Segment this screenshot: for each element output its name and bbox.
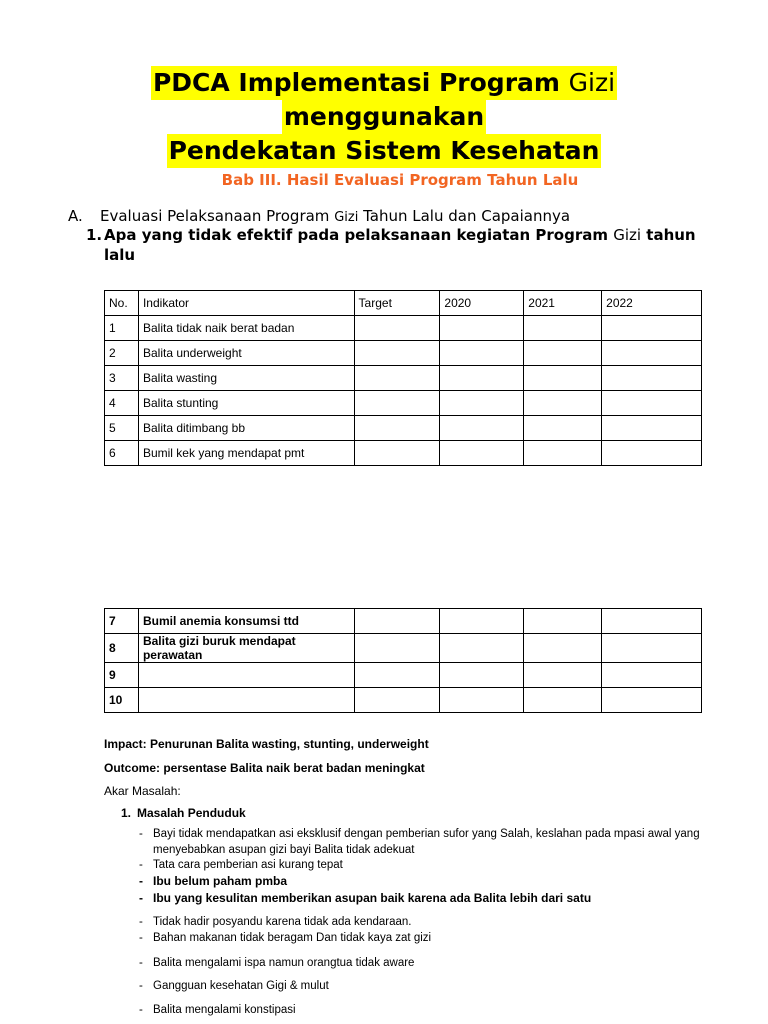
table-cell: Balita gizi buruk mendapat perawatan (138, 634, 354, 663)
table-row (105, 609, 702, 634)
table-cell (602, 341, 702, 366)
table-cell: 8 (105, 634, 139, 663)
table-cell: Balita wasting (138, 366, 354, 391)
table-cell: Balita ditimbang bb (138, 416, 354, 441)
table-cell: 7 (105, 609, 139, 634)
table-cell (354, 441, 440, 466)
root-cause-item: - Ibu belum paham pmba (139, 874, 288, 888)
table-cell (524, 316, 602, 341)
table-cell: 1 (105, 316, 139, 341)
table-row (105, 688, 702, 713)
table-cell: Bumil anemia konsumsi ttd (138, 609, 354, 634)
table-cell (602, 609, 702, 634)
root-cause-item: - Ibu yang kesulitan memberikan asupan baik karena ada Balita lebih dari satu (139, 891, 592, 905)
table-cell: Balita stunting (138, 391, 354, 416)
table-cell (440, 663, 524, 688)
table-cell (524, 391, 602, 416)
impact-text: Impact: Penurunan Balita wasting, stunting, underweight (104, 737, 429, 751)
table-cell (354, 688, 440, 713)
table-cell (602, 441, 702, 466)
table-cell: Balita tidak naik berat badan (138, 316, 354, 341)
table-cell: 10 (105, 688, 139, 713)
title-line-2: menggunakan (282, 100, 486, 134)
table-header-cell: No. (105, 291, 139, 316)
root-cause-item: - Gangguan kesehatan Gigi & mulut (139, 980, 329, 992)
table-cell (524, 366, 602, 391)
table-cell (354, 609, 440, 634)
table-row (105, 316, 702, 341)
root-cause-item: - Balita mengalami ispa namun orangtua tidak aware (139, 957, 415, 969)
table-cell (602, 416, 702, 441)
table-cell (354, 663, 440, 688)
table-cell (524, 341, 602, 366)
root-cause-item: - Bayi tidak mendapatkan asi eksklusif dengan pemberian sufor yang Salah, keslahan pada mpasi awal yang menyebabkan asupan gizi bayi Balita tidak adekuat (139, 828, 700, 856)
question-1: 1. Apa yang tidak efektif pada pelaksanaan kegiatan Program Gizi tahun lalu (86, 226, 696, 264)
table-cell (138, 688, 354, 713)
table-cell: 5 (105, 416, 139, 441)
outcome-text: Outcome: persentase Balita naik berat badan meningkat (104, 761, 425, 775)
table-row (105, 391, 702, 416)
table-cell (440, 441, 524, 466)
table-cell (602, 391, 702, 416)
table-cell: 2 (105, 341, 139, 366)
table-cell: 3 (105, 366, 139, 391)
table-cell (524, 441, 602, 466)
table-cell (440, 391, 524, 416)
table-cell (138, 663, 354, 688)
root-cause-item: - Bahan makanan tidak beragam Dan tidak kaya zat gizi (139, 932, 432, 944)
table-row (105, 416, 702, 441)
table-cell (440, 316, 524, 341)
table-cell (354, 416, 440, 441)
section-a-heading: A. Evaluasi Pelaksanaan Program Gizi Tahun Lalu dan Capaiannya (68, 207, 571, 225)
table-cell: Balita underweight (138, 341, 354, 366)
table-cell (602, 688, 702, 713)
table-header-cell: Target (354, 291, 440, 316)
masalah-penduduk-heading: 1. Masalah Penduduk (121, 806, 246, 820)
table-cell (354, 366, 440, 391)
table-cell (524, 416, 602, 441)
table-cell: Bumil kek yang mendapat pmt (138, 441, 354, 466)
table-cell (354, 316, 440, 341)
table-header-row (105, 291, 702, 316)
table-cell (524, 688, 602, 713)
document-title (0, 66, 768, 168)
table-cell (602, 366, 702, 391)
table-row (105, 341, 702, 366)
table-cell (602, 634, 702, 663)
indicator-table-part-1 (104, 290, 702, 466)
table-cell (524, 609, 602, 634)
indicator-table-part-2 (104, 608, 702, 713)
table-cell (602, 663, 702, 688)
table-cell (354, 391, 440, 416)
table-cell: 9 (105, 663, 139, 688)
chapter-subtitle: Bab III. Hasil Evaluasi Program Tahun Lalu (221, 171, 579, 189)
table-cell (440, 341, 524, 366)
table-cell (524, 634, 602, 663)
root-cause-item: - Tidak hadir posyandu karena tidak ada kendaraan. (139, 916, 412, 928)
table-cell (440, 688, 524, 713)
table-cell (440, 416, 524, 441)
root-cause-item: - Balita mengalami konstipasi (139, 1004, 296, 1016)
table-cell (440, 609, 524, 634)
table-header-cell: Indikator (138, 291, 354, 316)
table-row (105, 663, 702, 688)
title-line-3: Pendekatan Sistem Kesehatan (167, 134, 602, 168)
title-line-1: PDCA Implementasi Program Gizi (151, 66, 617, 100)
root-cause-item: - Tata cara pemberian asi kurang tepat (139, 859, 343, 871)
table-row (105, 366, 702, 391)
table-cell (524, 663, 602, 688)
table-row (105, 441, 702, 466)
table-cell: 4 (105, 391, 139, 416)
table-cell (602, 316, 702, 341)
table-cell (354, 634, 440, 663)
table-header-cell: 2021 (524, 291, 602, 316)
table-header-cell: 2022 (602, 291, 702, 316)
table-header-cell: 2020 (440, 291, 524, 316)
table-cell (440, 634, 524, 663)
table-row (105, 634, 702, 663)
table-cell (354, 341, 440, 366)
table-cell (440, 366, 524, 391)
table-cell: 6 (105, 441, 139, 466)
akar-masalah-heading: Akar Masalah: (104, 784, 181, 798)
